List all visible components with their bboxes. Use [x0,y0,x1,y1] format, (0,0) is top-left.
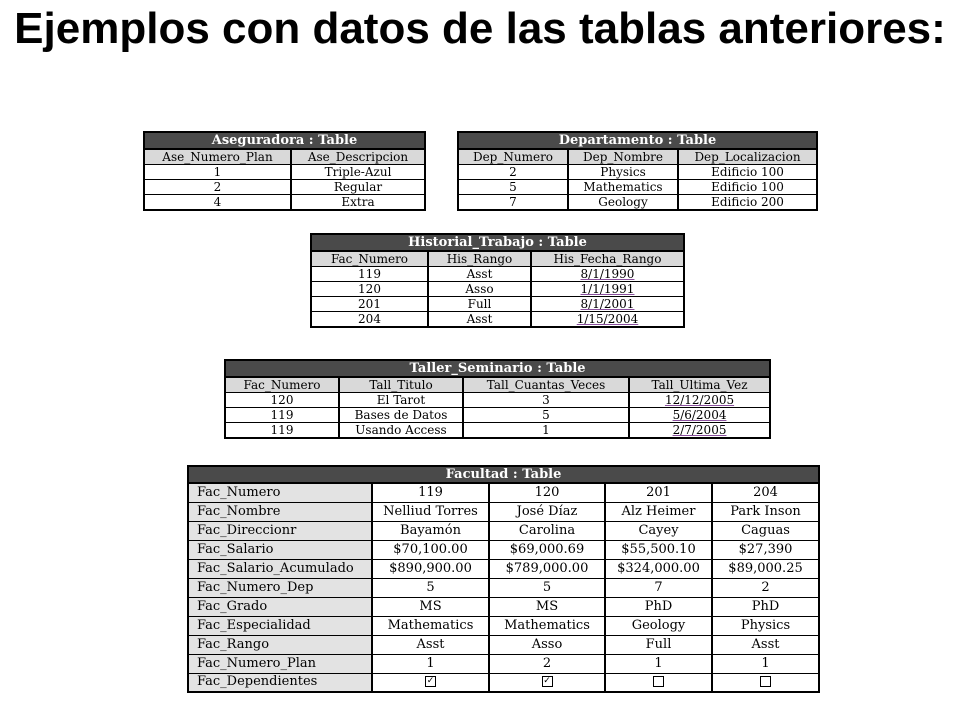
table-cell: 8/1/1990 [531,267,684,282]
table-cell: Regular [291,180,425,195]
field-name: Fac_Salario_Acumulado [188,559,372,578]
table-row [188,559,819,578]
table-cell: 1 [463,423,629,439]
table-cell: 5/6/2004 [629,408,770,423]
field-name: Fac_Direccionr [188,521,372,540]
table-cell: 120 [311,282,428,297]
table-row [144,165,425,180]
field-name: Fac_Especialidad [188,616,372,635]
table-cell: MS [489,597,605,616]
table-cell: 7 [458,195,568,211]
facultad-table [187,465,820,693]
table-cell: Full [605,635,712,654]
table-cell: 4 [144,195,291,211]
table-row [225,423,770,439]
table-cell: Asso [489,635,605,654]
table-cell: PhD [605,597,712,616]
table-cell [489,673,605,692]
table-cell [605,673,712,692]
table-cell: Asso [428,282,531,297]
table-row [188,502,819,521]
field-name: Fac_Numero_Dep [188,578,372,597]
table-caption: Facultad : Table [188,466,819,483]
table-cell: $890,900.00 [372,559,489,578]
table-cell: 5 [372,578,489,597]
table-row [188,597,819,616]
table-caption: Taller_Seminario : Table [225,360,770,377]
table-cell: PhD [712,597,819,616]
table-cell: Asst [712,635,819,654]
table-cell: 201 [605,483,712,502]
table-row [225,393,770,408]
table-row [188,483,819,502]
field-name: Fac_Nombre [188,502,372,521]
table-row [188,654,819,673]
table-cell: $324,000.00 [605,559,712,578]
table-cell: 119 [372,483,489,502]
column-header: His_Rango [428,251,531,267]
table-cell: 204 [712,483,819,502]
table-cell: Bases de Datos [339,408,463,423]
slide-title: Ejemplos con datos de las tablas anteriores: [14,4,946,53]
table-cell: 1 [144,165,291,180]
table-cell: 7 [605,578,712,597]
table-cell: 119 [311,267,428,282]
column-header: Dep_Numero [458,149,568,165]
table-caption: Historial_Trabajo : Table [311,234,684,251]
checkbox-empty-icon [760,676,771,687]
table-cell [372,673,489,692]
table-cell: 1 [372,654,489,673]
aseguradora-table [143,131,426,211]
table-cell: Edificio 100 [678,180,817,195]
table-row [188,578,819,597]
table-cell: Park Inson [712,502,819,521]
table-row [311,267,684,282]
table-cell: Asst [372,635,489,654]
field-name: Fac_Dependientes [188,673,372,692]
table-row [458,195,817,211]
table-cell: 2/7/2005 [629,423,770,439]
table-cell: Edificio 200 [678,195,817,211]
table-row [458,165,817,180]
table-cell: 12/12/2005 [629,393,770,408]
column-header: Tall_Ultima_Vez [629,377,770,393]
table-cell: José Díaz [489,502,605,521]
table-row [188,521,819,540]
table-row [311,312,684,328]
table-cell: 201 [311,297,428,312]
table-cell: Full [428,297,531,312]
table-cell: Asst [428,312,531,328]
table-cell: Triple-Azul [291,165,425,180]
historial-trabajo-table [310,233,685,328]
table-cell: Mathematics [489,616,605,635]
table-cell: $27,390 [712,540,819,559]
table-cell: Extra [291,195,425,211]
table-cell: $89,000.25 [712,559,819,578]
table-cell: El Tarot [339,393,463,408]
column-header: Tall_Titulo [339,377,463,393]
table-cell: 1 [712,654,819,673]
table-cell: Geology [568,195,678,211]
field-name: Fac_Salario [188,540,372,559]
table-row [188,540,819,559]
table-caption: Departamento : Table [458,132,817,149]
table-cell: Alz Heimer [605,502,712,521]
field-name: Fac_Numero [188,483,372,502]
table-row [188,616,819,635]
column-header: Fac_Numero [311,251,428,267]
table-row [188,635,819,654]
table-row [144,195,425,211]
column-header: Fac_Numero [225,377,339,393]
column-header: Ase_Descripcion [291,149,425,165]
table-row [225,408,770,423]
checkbox-checked-icon: ✓ [426,676,435,687]
table-cell: 1 [605,654,712,673]
table-cell: Nelliud Torres [372,502,489,521]
table-cell: 5 [463,408,629,423]
table-cell: 1/1/1991 [531,282,684,297]
table-cell: Edificio 100 [678,165,817,180]
table-row [144,180,425,195]
column-header: Dep_Nombre [568,149,678,165]
departamento-table [457,131,818,211]
checkbox-empty-icon [653,676,664,687]
table-cell: 120 [489,483,605,502]
column-header: Ase_Numero_Plan [144,149,291,165]
taller-seminario-table [224,359,771,439]
table-cell: 120 [225,393,339,408]
table-cell: 5 [489,578,605,597]
table-row [311,282,684,297]
checkbox-checked-icon: ✓ [543,676,551,687]
table-cell: $789,000.00 [489,559,605,578]
table-cell: Carolina [489,521,605,540]
table-cell: $55,500.10 [605,540,712,559]
table-cell: 3 [463,393,629,408]
table-cell: Mathematics [372,616,489,635]
table-cell: 2 [144,180,291,195]
table-cell: Cayey [605,521,712,540]
table-cell: 119 [225,408,339,423]
column-header: Dep_Localizacion [678,149,817,165]
table-cell: Physics [568,165,678,180]
table-cell: Mathematics [568,180,678,195]
table-cell: Geology [605,616,712,635]
field-name: Fac_Grado [188,597,372,616]
field-name: Fac_Numero_Plan [188,654,372,673]
table-cell: 8/1/2001 [531,297,684,312]
table-cell: 204 [311,312,428,328]
column-header: Tall_Cuantas_Veces [463,377,629,393]
table-cell: Bayamón [372,521,489,540]
table-row [188,673,819,692]
table-cell [712,673,819,692]
table-cell: Usando Access [339,423,463,439]
field-name: Fac_Rango [188,635,372,654]
table-row [458,180,817,195]
table-cell: 5 [458,180,568,195]
table-cell: Asst [428,267,531,282]
column-header: His_Fecha_Rango [531,251,684,267]
table-cell: 2 [458,165,568,180]
table-caption: Aseguradora : Table [144,132,425,149]
table-row [311,297,684,312]
table-cell: 119 [225,423,339,439]
table-cell: 2 [489,654,605,673]
table-cell: MS [372,597,489,616]
table-cell: 1/15/2004 [531,312,684,328]
table-cell: Physics [712,616,819,635]
table-cell: $70,100.00 [372,540,489,559]
table-cell: $69,000.69 [489,540,605,559]
table-cell: Caguas [712,521,819,540]
table-cell: 2 [712,578,819,597]
